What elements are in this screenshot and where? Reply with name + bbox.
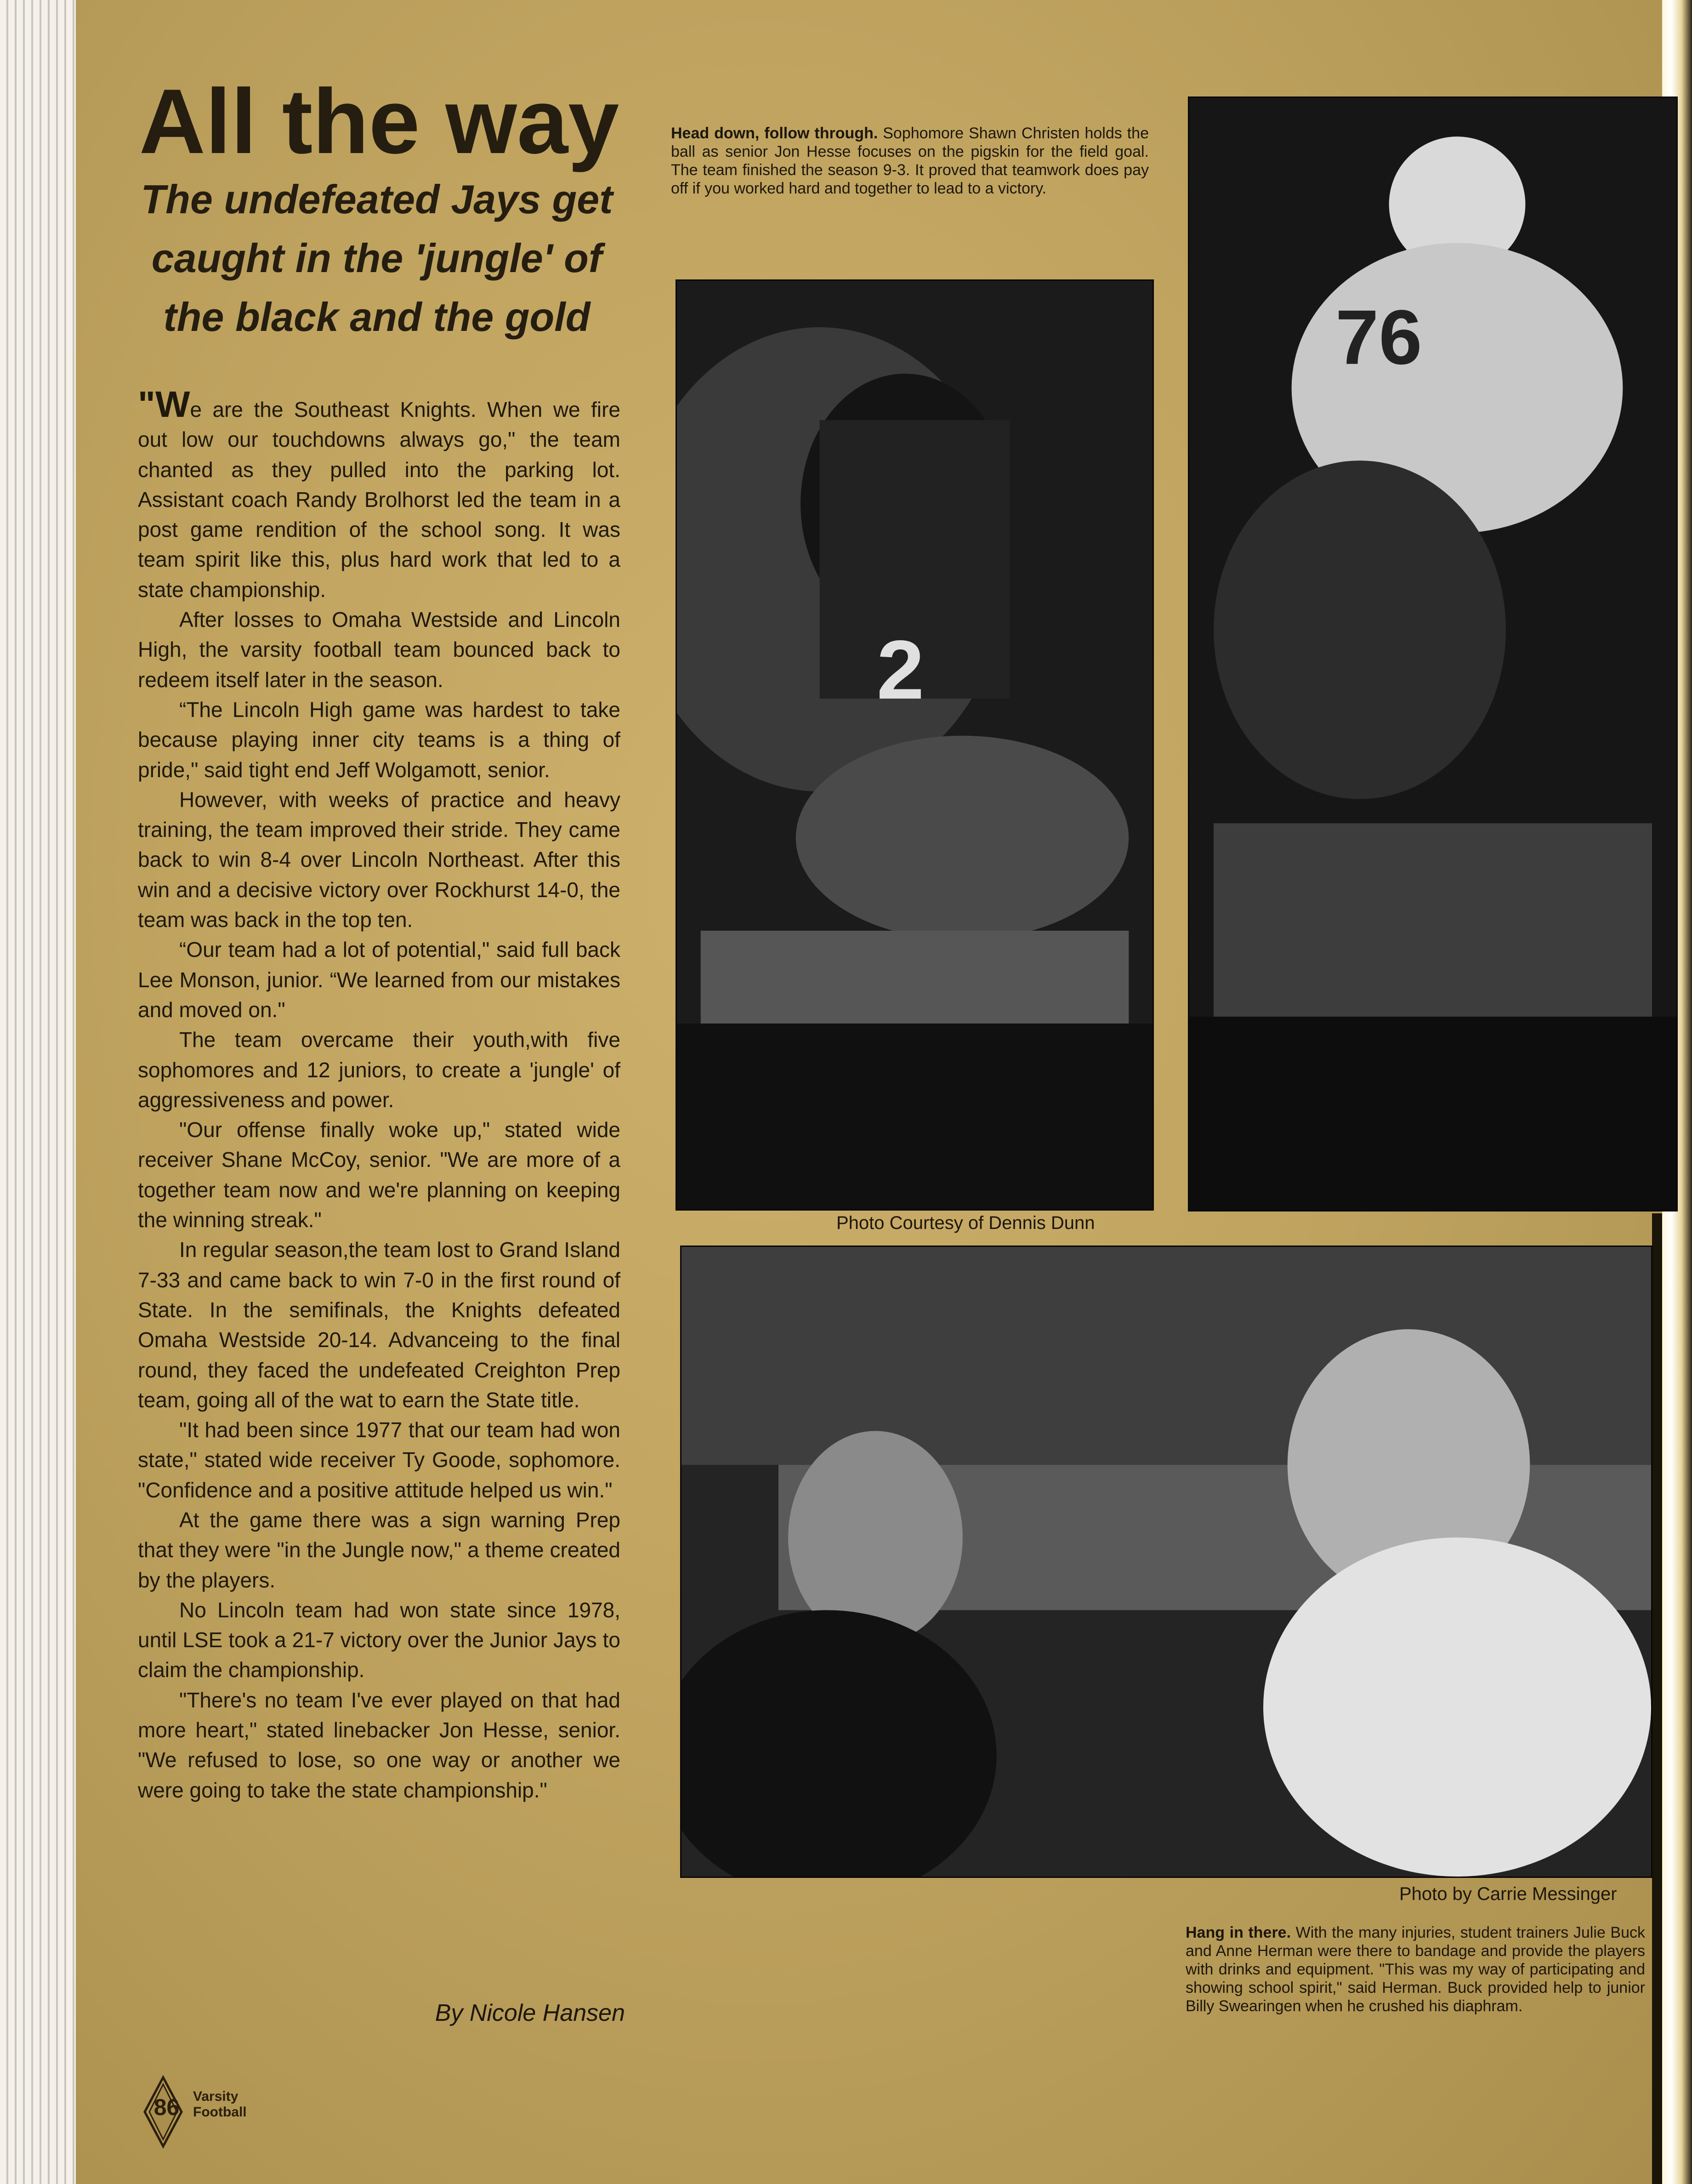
story-paragraph: The team overcame their youth,with five sophomores and 12 juniors, to create a 'jungle' of aggressiveness and power. bbox=[138, 1028, 620, 1112]
drop-quote: " bbox=[138, 384, 155, 425]
story-paragraph: "Our offense finally woke up," stated wide receiver Shane McCoy, senior. "We are more of a together team now and we're planning on keeping the winning streak." bbox=[138, 1118, 620, 1232]
kick-photo-art bbox=[677, 281, 1153, 1209]
story-paragraph: In regular season,the team lost to Grand Island 7-33 and came back to win 7-0 in the first round of State. In the semifinals, the Knights defeated Omaha Westside 20-14. Advanceing to the final round, they faced the undefeated Creighton Prep team, going all of the wat to earn the State title. bbox=[138, 1238, 620, 1412]
story-paragraph: No Lincoln team had won state since 1978, until LSE took a 21-7 victory over the Junior Jays to claim the championship. bbox=[138, 1598, 620, 1682]
story-paragraph: After losses to Omaha Westside and Lincoln High, the varsity football team bounced back to redeem itself later in the season. bbox=[138, 608, 620, 692]
section-label-line1: Varsity bbox=[193, 2089, 238, 2104]
svg-text:2: 2 bbox=[876, 623, 925, 717]
trainer-sideline-photo bbox=[680, 1246, 1652, 1878]
caption-top-lead: Head down, follow through. bbox=[671, 125, 878, 142]
run-photo-art bbox=[1189, 98, 1676, 1210]
section-label-line2: Football bbox=[193, 2104, 247, 2120]
story-paragraph: At the game there was a sign warning Prep that they were "in the Jungle now," a theme created by the players. bbox=[138, 1507, 620, 1592]
svg-text:76: 76 bbox=[1335, 294, 1422, 381]
subhead: The undefeated Jays get caught in the 'jungle' of the black and the gold bbox=[141, 176, 613, 340]
story-paragraph: “The Lincoln High game was hardest to take because playing inner city teams is a thing of pride," said tight end Jeff Wolgamott, senior. bbox=[138, 697, 620, 782]
running-back-photo bbox=[1188, 97, 1678, 1211]
caption-top bbox=[671, 124, 1149, 198]
story-paragraph: "It had been since 1977 that our team had won state," stated wide receiver Ty Goode, sophomore. "Confidence and a positive attitude helped us win." bbox=[138, 1418, 620, 1502]
story-paragraph: “Our team had a lot of potential," said full back Lee Monson, junior. “We learned from our mistakes and moved on." bbox=[138, 938, 620, 1022]
page-edges bbox=[0, 0, 76, 2184]
football-kick-photo bbox=[676, 279, 1154, 1211]
story-paragraph-1 bbox=[138, 384, 620, 605]
caption-bottom-lead: Hang in there. bbox=[1186, 1924, 1291, 1941]
first-paragraph-text: e are the Southeast Knights. When we fire out low our touchdowns always go," the team chanted as they pulled into the parking lot. Assistant coach Randy Brolhorst led the team in a post game rendition of the school song. It was team spirit like this, plus hard work that led to a state championship. bbox=[138, 398, 620, 602]
drop-cap: W bbox=[155, 384, 190, 425]
section-label bbox=[193, 2089, 257, 2120]
story-body bbox=[138, 384, 620, 1805]
caption-bottom-text: With the many injuries, student trainers Julie Buck and Anne Herman were there to bandage and provide the players with drinks and equipment. "This was my way of participating and showing school spirit," said Herman. Buck provided help to junior Billy Swearingen when he crushed his diaphram. bbox=[1186, 1924, 1645, 2015]
story-paragraph: "There's no team I've ever played on that had more heart," stated linebacker Jon Hesse, senior. "We refused to lose, so one way or another we were going to take the state championship." bbox=[138, 1688, 620, 1802]
divider-bar bbox=[1652, 1213, 1662, 2184]
headline: All the way bbox=[139, 70, 619, 173]
photo-credit-2: Photo by Carrie Messinger bbox=[1399, 1884, 1617, 1904]
byline: By Nicole Hansen bbox=[435, 2000, 625, 2026]
caption-bottom bbox=[1186, 1923, 1645, 2015]
caption-top-text: Sophomore Shawn Christen holds the ball as senior Jon Hesse focuses on the pigskin for the field goal. The team finished the season 9-3. It proved that teamwork does pay off if you worked hard and together to lead to a victory. bbox=[671, 125, 1149, 197]
photo-credit-1: Photo Courtesy of Dennis Dunn bbox=[836, 1213, 1095, 1233]
trainer-photo-art bbox=[681, 1247, 1651, 1877]
story-paragraph: However, with weeks of practice and heavy training, the team improved their stride. They came back to win 8-4 over Lincoln Northeast. After this win and a decisive victory over Rockhurst 14-0, the team was back in the top ten. bbox=[138, 787, 620, 932]
page-number: 86 bbox=[153, 2094, 180, 2120]
